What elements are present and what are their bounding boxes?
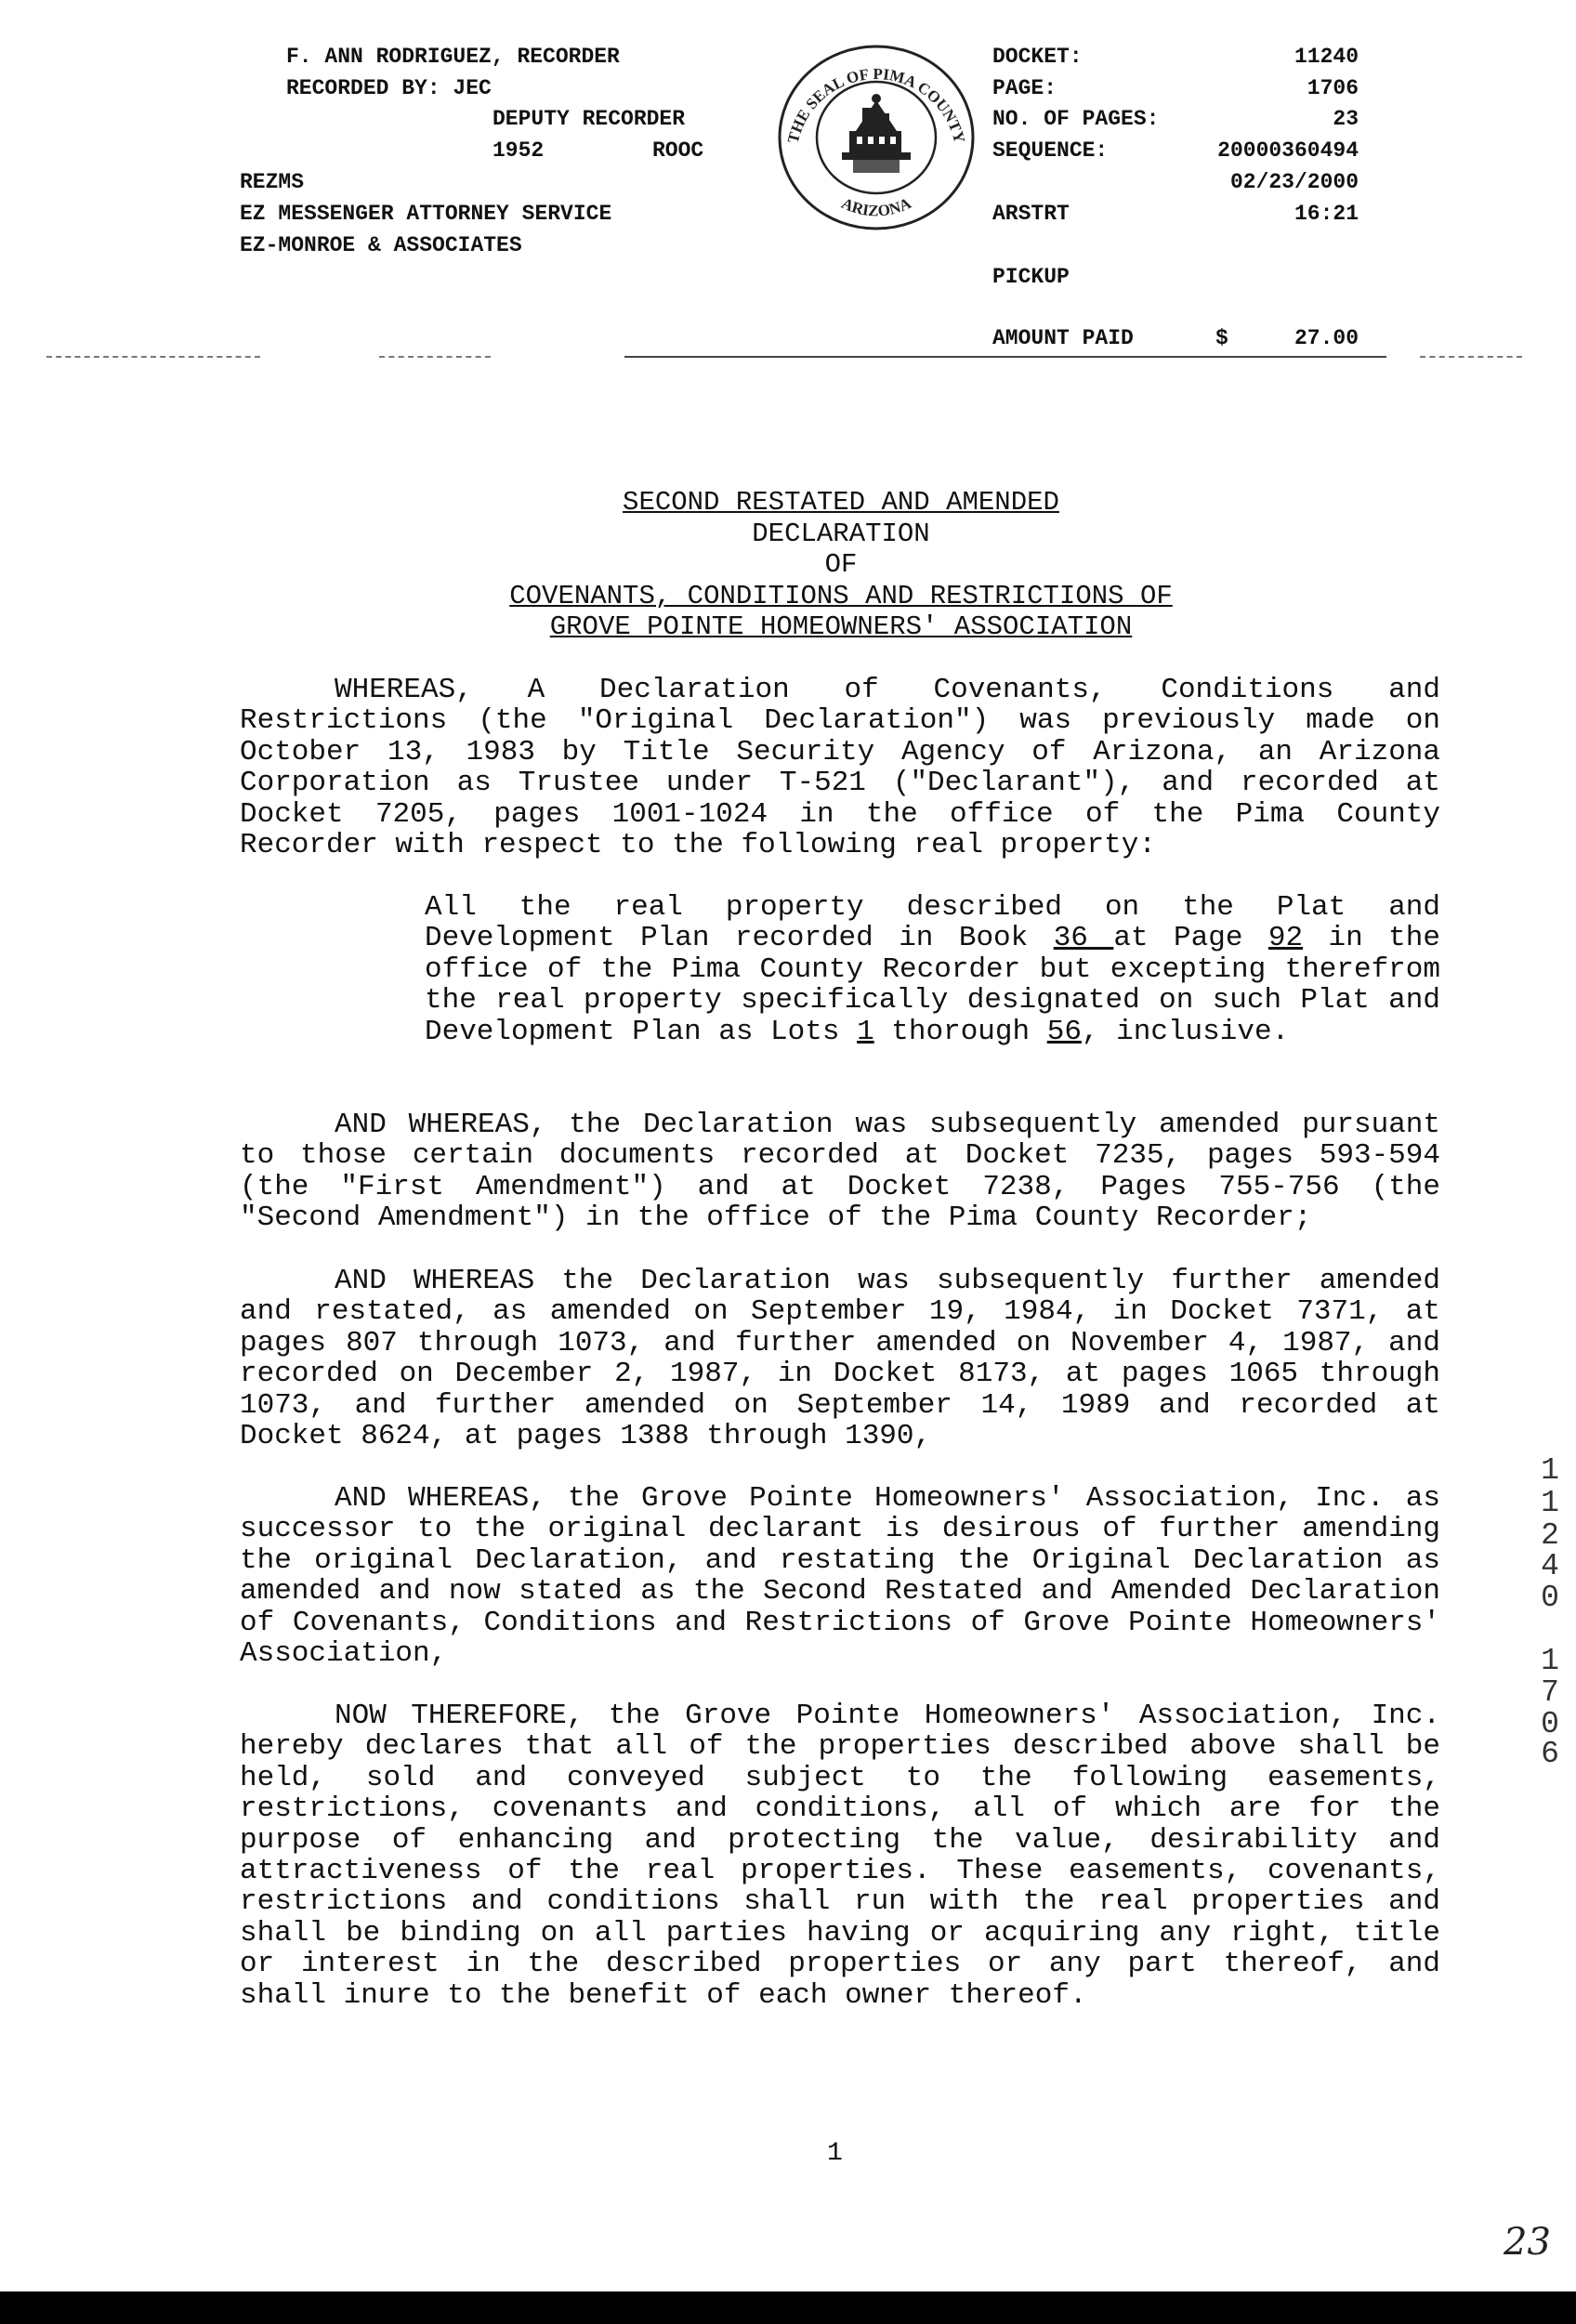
margin-stamp-digit: 0 [1541, 1581, 1559, 1615]
separator-line [624, 356, 1386, 358]
recording-date: 02/23/2000 [1229, 170, 1359, 194]
margin-stamp-digit: 1 [1541, 1453, 1559, 1488]
margin-stamp-digit: 1 [1541, 1486, 1559, 1520]
pages-label: NO. OF PAGES: [992, 107, 1160, 131]
arstrt-label: ARSTRT [992, 202, 1070, 226]
margin-stamp-digit: 4 [1541, 1549, 1559, 1583]
page-number: 1 [827, 2139, 843, 2168]
document-title [242, 487, 1440, 643]
amount-label: AMOUNT PAID [992, 326, 1134, 350]
messenger-service: EZ MESSENGER ATTORNEY SERVICE [240, 202, 612, 226]
margin-stamp-digit: 7 [1541, 1675, 1559, 1710]
paragraph-whereas-2: AND WHEREAS, the Declaration was subsequently amended pursuant to those certain documents recorded at Docket 7235, pages 593-594 (the "First Amendment") and at Docket 7238, Pages 755-756 (the "Second Amendment") in the office of the Pima County Recorder; [240, 1109, 1440, 1235]
recording-time: 16:21 [1294, 202, 1359, 226]
page-label: PAGE: [992, 76, 1057, 100]
paragraph-whereas-3: AND WHEREAS the Declaration was subsequently further amended and restated, as amended on September 19, 1984, in Docket 7371, at pages 807 through 1073, and further amended on November 4, 1987, and recorded on December 2, 1987, in Docket 8173, at pages 1065 through 1073, and further amended on September 14, 1989 and recorded at Docket 8624, at pages 1388 through 1390, [240, 1265, 1440, 1453]
margin-stamp-digit: 1 [1541, 1644, 1559, 1678]
recorder-name: F. ANN RODRIGUEZ, RECORDER [286, 45, 620, 69]
sequence-label: SEQUENCE: [992, 138, 1109, 163]
associates-name: EZ-MONROE & ASSOCIATES [240, 233, 522, 257]
margin-stamp-digit: 2 [1541, 1518, 1559, 1553]
title-line-4: COVENANTS, CONDITIONS AND RESTRICTIONS OF [509, 580, 1173, 611]
deputy-recorder: DEPUTY RECORDER [492, 107, 686, 131]
pages-value: 23 [1333, 107, 1359, 131]
amount-currency: $ [1215, 326, 1228, 350]
paragraph-now-therefore: NOW THEREFORE, the Grove Pointe Homeowners' Association, Inc. hereby declares that all of the properties described above shall be held, sold and conveyed subject to the following easements, restrictions, covenants and conditions, all of which are for the purpose of enhancing and protecting the value, desirability and attractiveness of the real properties. These easements, covenants, restrictions and conditions shall run with the real properties and shall be binding on all parties having or acquiring any right, title or interest in the described properties or any part thereof, and shall inure to the benefit of each owner thereof. [240, 1700, 1440, 2012]
svg-text:THE SEAL OF PIMA COUNTY: THE SEAL OF PIMA COUNTY [783, 64, 969, 146]
amount-value: 27.00 [1294, 326, 1359, 350]
title-line-5: GROVE POINTE HOMEOWNERS' ASSOCIATION [549, 611, 1133, 642]
docket-value: 11240 [1294, 45, 1359, 69]
separator-dash-left [46, 356, 260, 358]
title-line-2: DECLARATION [752, 518, 930, 549]
return-code: REZMS [240, 170, 305, 194]
title-line-3: OF [824, 549, 858, 580]
property-description: All the real property described on the Plat and Development Plan recorded in Book 36 at Page 92 in the office of the Pima County Recorder but excepting therefrom the real property specifically designated on such Plat and Development Plan as Lots 1 thorough 56, inclusive. [425, 891, 1440, 1048]
paragraph-whereas-1: WHEREAS, A Declaration of Covenants, Conditions and Restrictions (the "Original Declaration") was previously made on October 13, 1983 by Title Security Agency of Arizona, an Arizona Corporation as Trustee under T-521 ("Declarant"), and recorded at Docket 7205, pages 1001-1024 in the office of the Pima County Recorder with respect to the following real property: [240, 674, 1440, 862]
sequence-value: 20000360494 [1217, 138, 1359, 163]
svg-text:ARIZONA: ARIZONA [838, 193, 914, 220]
separator-dash-mid [379, 356, 491, 358]
title-line-1: SECOND RESTATED AND AMENDED [623, 487, 1059, 518]
recorder-code-b: ROOC [652, 138, 704, 163]
margin-stamp-digit: 0 [1541, 1707, 1559, 1741]
county-seal-icon [777, 43, 976, 232]
recorded-by: RECORDED BY: JEC [286, 76, 492, 100]
separator-dash-right [1420, 356, 1522, 358]
paragraph-whereas-4: AND WHEREAS, the Grove Pointe Homeowners' Association, Inc. as successor to the original declarant is desirous of further amending the original Declaration, and restating the Original Declaration as amended and now stated as the Second Restated and Amended Declaration of Covenants, Conditions and Restrictions of Grove Pointe Homeowners' Association, [240, 1482, 1440, 1671]
page-value: 1706 [1307, 76, 1359, 100]
docket-label: DOCKET: [992, 45, 1083, 69]
margin-stamp-digit: 6 [1541, 1737, 1559, 1771]
recorder-code-a: 1952 [492, 138, 545, 163]
handwritten-note: 23 [1504, 2221, 1551, 2264]
pickup-label: PICKUP [992, 265, 1070, 289]
